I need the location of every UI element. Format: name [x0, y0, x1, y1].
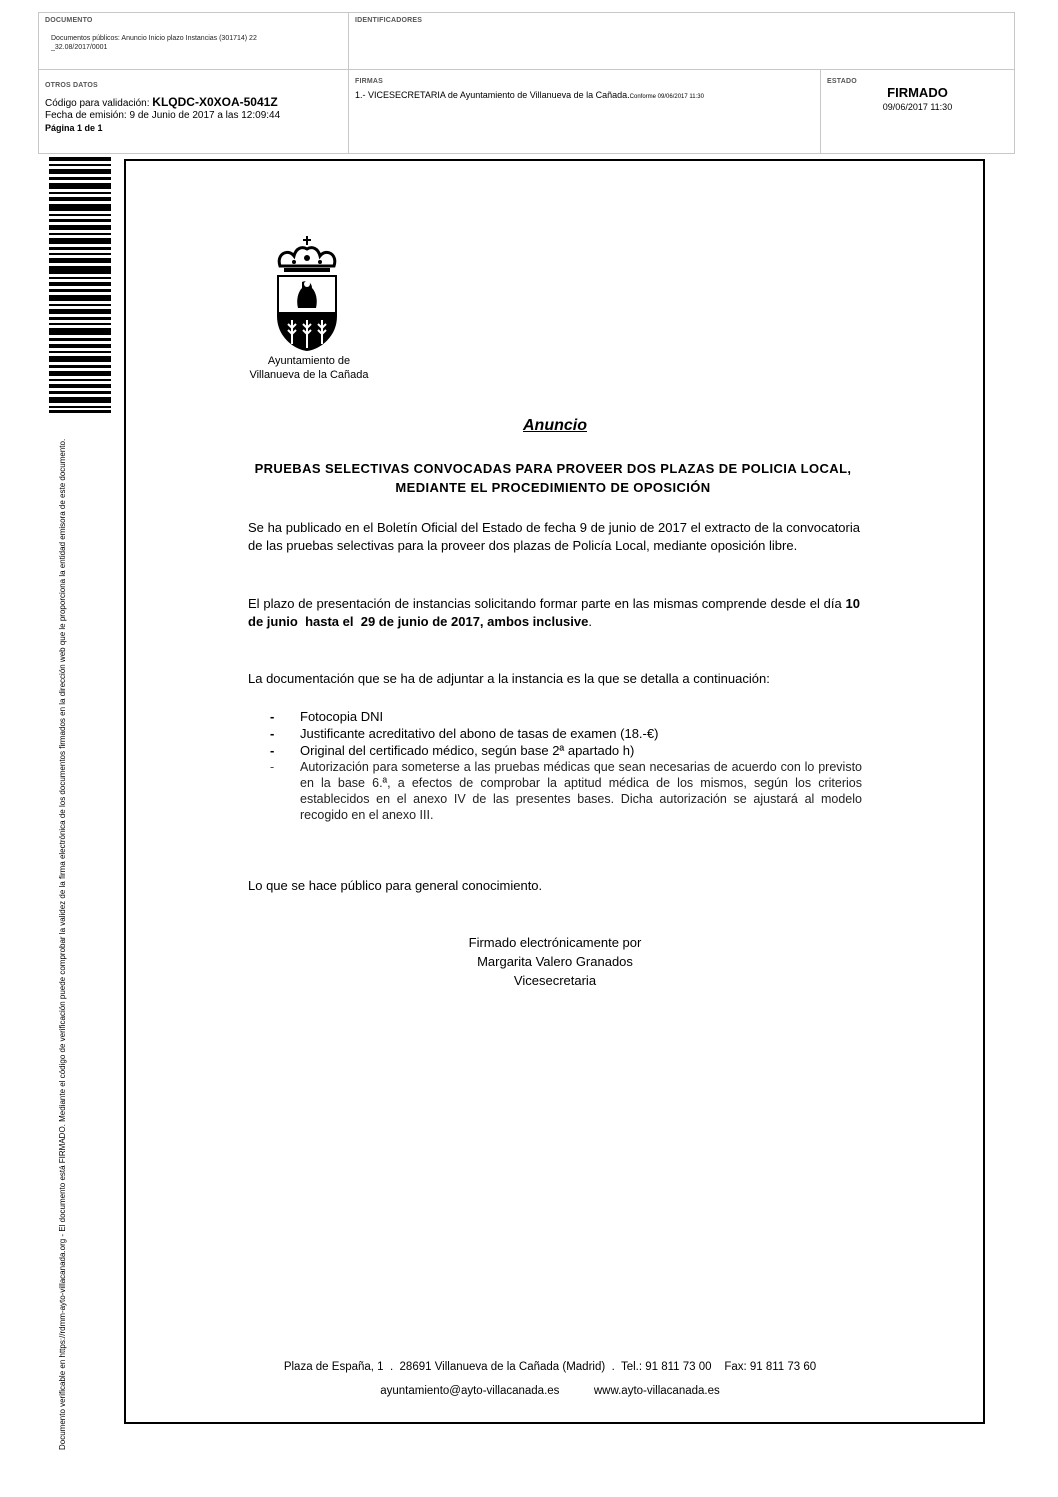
paragraph-plazo — [248, 595, 860, 631]
page-count: Página 1 de 1 — [45, 123, 103, 133]
paragraph-closing: Lo que se hace público para general conocimiento. — [248, 878, 543, 893]
otros-datos-cell — [39, 69, 349, 153]
logo-caption — [244, 354, 374, 382]
document-list — [270, 708, 862, 823]
footer-email[interactable]: ayuntamiento@ayto-villacanada.es — [380, 1385, 560, 1397]
list-item-text: Justificante acreditativo del abono de tasas de examen (18.-€) — [300, 726, 659, 741]
list-item-text: Fotocopia DNI — [300, 709, 384, 724]
documento-cell — [39, 13, 349, 69]
firmas-label: FIRMAS — [355, 78, 384, 85]
barcode — [49, 157, 111, 413]
verification-side-text: Documento verificable en https://rdmm-ayto-villacanada.org - El documento está FIRMADO. Mediante el código de verificación puede comprobar la validez de la firma electrónica de los documentos firmados en la dirección web que le proporciona la entidad emisora de este documento. — [58, 438, 67, 1450]
plazo-period: . — [588, 614, 592, 629]
list-item-text: Original del certificado médico, según base 2ª apartado h) — [300, 743, 635, 758]
plazo-hasta: hasta el — [297, 614, 361, 629]
identificadores-label: IDENTIFICADORES — [355, 17, 423, 24]
list-item: - Autorización para someterse a las pruebas médicas que sean necesarias de acuerdo con lo previsto en la base 6.ª, a efectos de comprobar la aptitud médica de los mismos, según los criterios establecidos en el anexo IV de las presentes bases. Dicha autorización se ajustará al modelo recogido en el anexo III. — [270, 760, 862, 822]
firma-conforme: Conforme 09/06/2017 11:30 — [629, 94, 704, 100]
firmas-cell — [349, 69, 821, 153]
signature-name: Margarita Valero Granados — [477, 954, 633, 969]
footer-address: Plaza de España, 1 . 28691 Villanueva de la Cañada (Madrid) . Tel.: 91 811 73 00 Fax: 91 811 73 60 — [283, 1361, 817, 1373]
paragraph-documentacion: La documentación que se ha de adjuntar a la instancia es la que se detalla a continuación: — [248, 671, 770, 686]
signature-role: Vicesecretaria — [513, 973, 597, 988]
otros-datos-label: OTROS DATOS — [45, 82, 98, 89]
identificadores-cell — [349, 13, 1014, 69]
list-item: - Justificante acreditativo del abono de tasas de examen (18.-€) — [270, 726, 659, 741]
plazo-text-a: El plazo de presentación de instancias solicitando formar parte en las mismas comprende desde el día — [248, 596, 846, 611]
estado-date: 09/06/2017 11:30 — [882, 102, 953, 112]
firma-entry — [355, 90, 704, 100]
validation-code-label: Código para validación: — [45, 98, 150, 109]
subtitle: PRUEBAS SELECTIVAS CONVOCADAS PARA PROVEER DOS PLAZAS DE POLICIA LOCAL, MEDIANTE EL PROCEDIMIENTO DE OPOSICIÓN — [254, 461, 852, 495]
list-item: - Original del certificado médico, según base 2ª apartado h) — [270, 743, 635, 758]
signature-block — [420, 933, 690, 990]
estado-label: ESTADO — [827, 78, 857, 85]
list-item: - Fotocopia DNI — [270, 709, 384, 724]
page-title: Anuncio — [523, 417, 587, 434]
validation-code-line — [45, 96, 278, 110]
list-item-text: Autorización para someterse a las pruebas médicas que sean necesarias de acuerdo con lo previsto en la base 6.ª, a efectos de comprobar la aptitud médica de los mismos, según los criterios establecidos en el anexo IV de las presentes bases. Dicha autorización se ajustará al modelo recogido en el anexo III. — [300, 760, 862, 822]
plazo-start: 10 de junio — [248, 596, 860, 629]
footer-web[interactable]: www.ayto-villacanada.es — [593, 1385, 720, 1397]
logo-line-1: Ayuntamiento de — [267, 355, 351, 367]
plazo-end: 29 de junio de 2017, ambos inclusive — [360, 614, 589, 629]
footer-contact — [200, 1385, 900, 1397]
firma-text: 1.- VICESECRETARIA de Ayuntamiento de Villanueva de la Cañada. — [355, 90, 630, 100]
estado-cell — [821, 69, 1014, 153]
paragraph-boe: Se ha publicado en el Boletín Oficial del Estado de fecha 9 de junio de 2017 el extracto de la convocatoria de las pruebas selectivas para la proveer dos plazas de Policía Local, mediante oposición libre. — [248, 520, 860, 553]
estado-value: FIRMADO — [887, 85, 948, 100]
coat-of-arms-logo — [272, 236, 342, 352]
emission-date: Fecha de emisión: 9 de Junio de 2017 a las 12:09:44 — [45, 110, 281, 121]
validation-code[interactable]: KLQDC-X0XOA-5041Z — [152, 95, 278, 109]
signature-line-1: Firmado electrónicamente por — [468, 935, 642, 950]
logo-line-2: Villanueva de la Cañada — [249, 369, 369, 381]
signature-header — [38, 12, 1015, 154]
documento-label: DOCUMENTO — [45, 17, 93, 24]
documento-text: Documentos públicos: Anuncio Inicio plazo Instancias (301714) 22 _32.08/2017/0001 — [51, 35, 257, 51]
